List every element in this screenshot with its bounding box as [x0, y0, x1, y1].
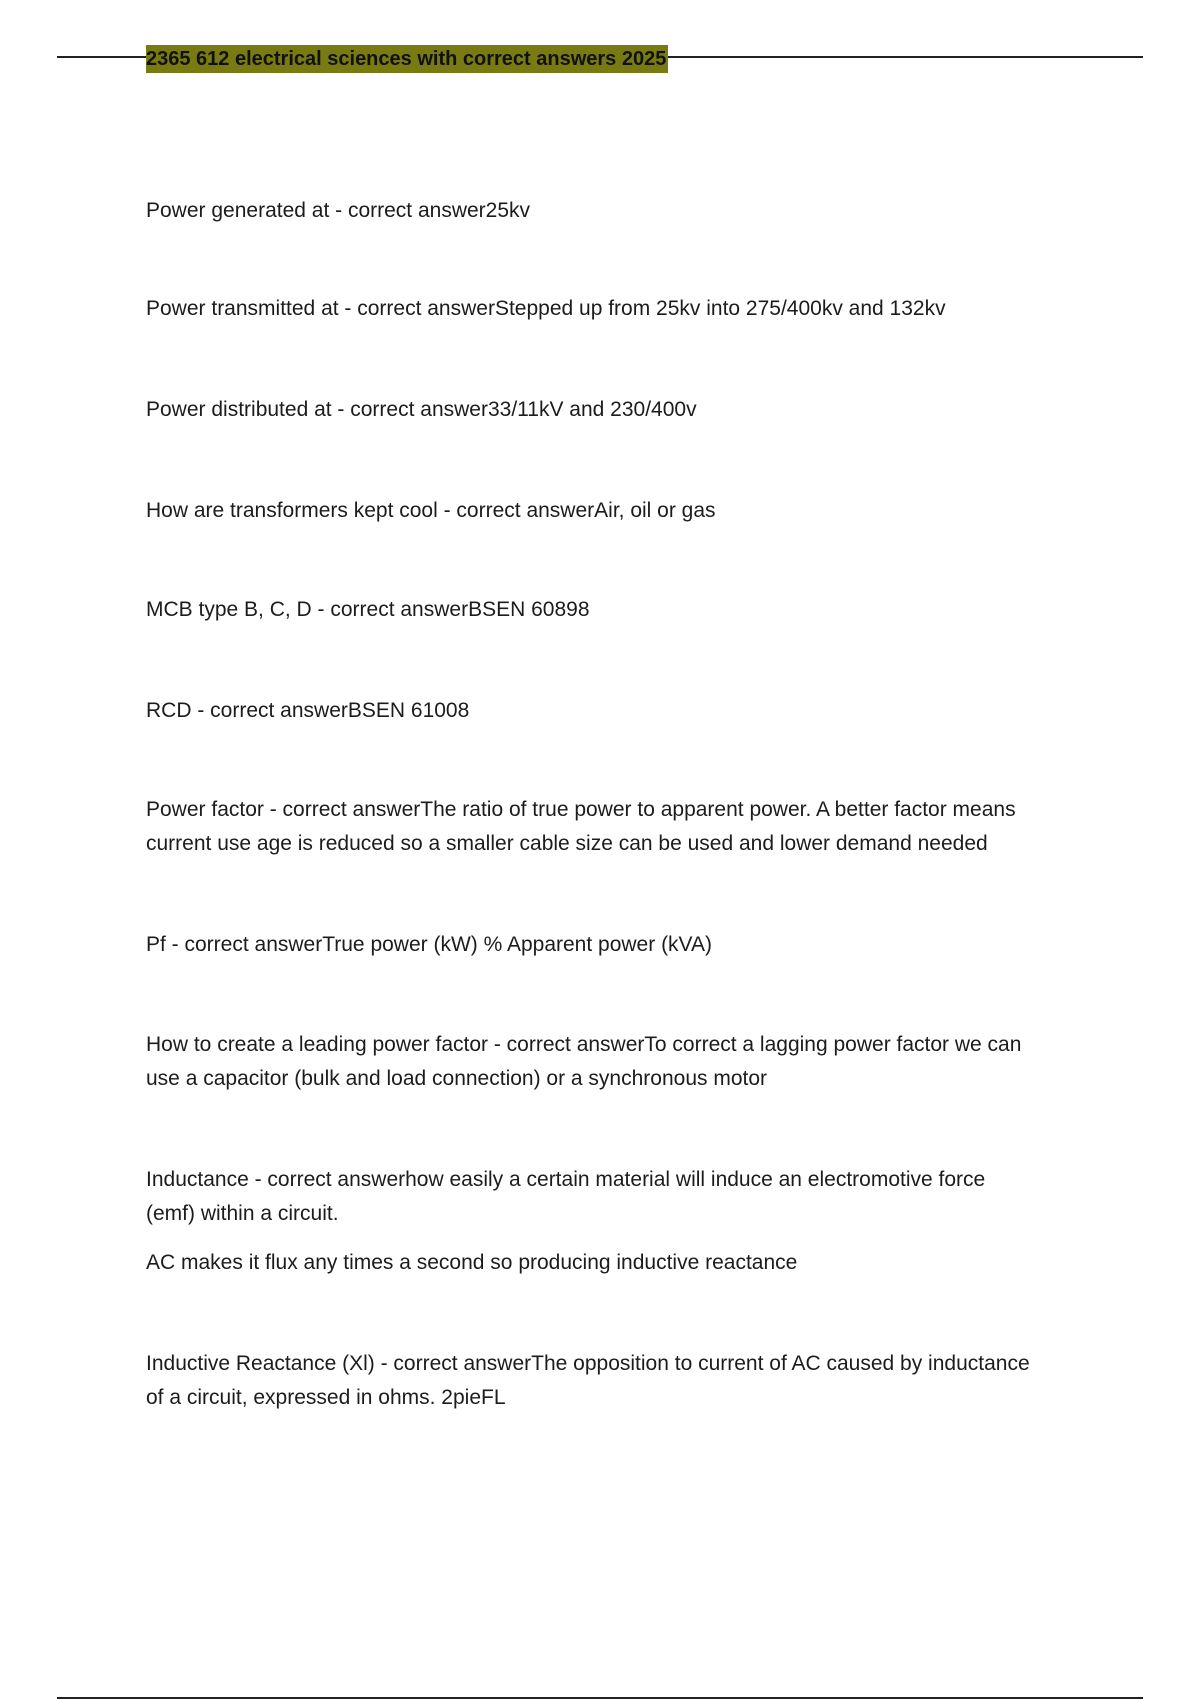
- qa-text: MCB type B, C, D - correct answerBSEN 60898: [146, 598, 590, 621]
- qa-item-leading-power-factor: [146, 1028, 1096, 1096]
- footer-rule: [57, 1697, 1143, 1699]
- qa-text: RCD - correct answerBSEN 61008: [146, 699, 470, 722]
- qa-item-transformer-cooling: [146, 494, 1096, 528]
- qa-text-line-2: current use age is reduced so a smaller cable size can be used and lower demand needed: [146, 832, 988, 855]
- qa-item-rcd: [146, 694, 1096, 728]
- qa-text: Power transmitted at - correct answerStepped up from 25kv into 275/400kv and 132kv: [146, 297, 946, 320]
- qa-item-mcb-type: [146, 593, 1096, 627]
- qa-text-line-1: Inductive Reactance (Xl) - correct answerThe opposition to current of AC caused by inductance: [146, 1352, 1030, 1375]
- qa-text-line-2: (emf) within a circuit.: [146, 1202, 339, 1225]
- qa-text: How are transformers kept cool - correct answerAir, oil or gas: [146, 499, 716, 522]
- qa-item-power-generated: [146, 194, 1096, 228]
- qa-text: Pf - correct answerTrue power (kW) % Apparent power (kVA): [146, 933, 713, 956]
- qa-text-line-1: Inductance - correct answerhow easily a certain material will induce an electromotive force: [146, 1168, 986, 1191]
- qa-text-line-2: use a capacitor (bulk and load connection) or a synchronous motor: [146, 1067, 768, 1090]
- qa-item-power-transmitted: [146, 292, 1096, 326]
- qa-text-line-2: of a circuit, expressed in ohms. 2pieFL: [146, 1386, 506, 1409]
- document-title: 2365 612 electrical sciences with correct answers 2025: [146, 45, 668, 73]
- qa-item-inductance-note: AC makes it flux any times a second so producing inductive reactance: [146, 1251, 798, 1274]
- qa-item-power-factor: [146, 793, 1096, 861]
- qa-text-line-1: How to create a leading power factor - correct answerTo correct a lagging power factor we can: [146, 1033, 1022, 1056]
- qa-text: Power distributed at - correct answer33/11kV and 230/400v: [146, 398, 697, 421]
- qa-item-pf: [146, 928, 1096, 962]
- qa-item-inductance: [146, 1163, 1096, 1231]
- qa-item-inductive-reactance: [146, 1347, 1096, 1415]
- qa-item-power-distributed: [146, 393, 1096, 427]
- qa-text-line-1: Power factor - correct answerThe ratio of true power to apparent power. A better factor means: [146, 798, 1016, 821]
- qa-text: Power generated at - correct answer25kv: [146, 199, 531, 222]
